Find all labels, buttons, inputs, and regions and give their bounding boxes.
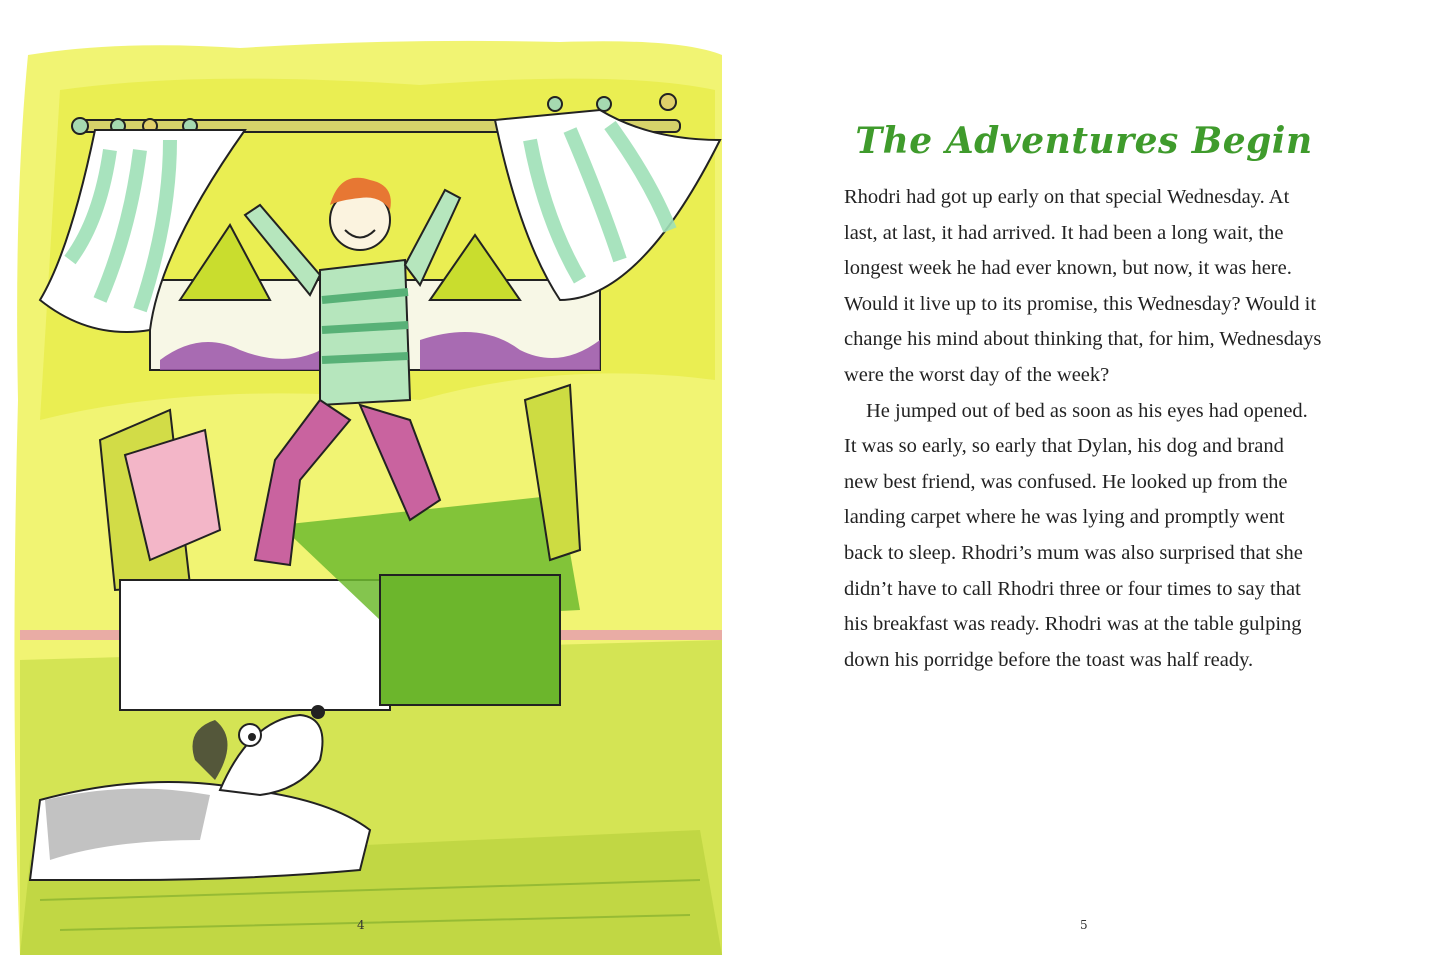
chapter-title: The Adventures Begin — [855, 120, 1313, 162]
body-text — [844, 180, 1322, 678]
page-number-left: 4 — [357, 918, 365, 932]
right-page — [724, 0, 1445, 963]
paragraph-1: Rhodri had got up early on that special Wednesday. At last, at last, it had arrived. It had been a long wait, the longest week he had ever known, but now, it was here. Would it live up to its promise, this Wednesday? Would it change his mind about thinking that, for him, Wednesdays were the worst day of the week? — [844, 186, 1322, 386]
paragraph-2: He jumped out of bed as soon as his eyes had opened. It was so early, so early that Dylan, his dog and brand new best friend, was confused. He looked up from the landing carpet where he was lying and promptly went back to sleep. Rhodri’s mum was also surprised that she didn’t have to call Rhodri three or four times to say that his breakfast was ready. Rhodri was at the table gulping down his porridge before the toast was half ready. — [844, 399, 1308, 671]
page-number-right: 5 — [1080, 918, 1088, 932]
